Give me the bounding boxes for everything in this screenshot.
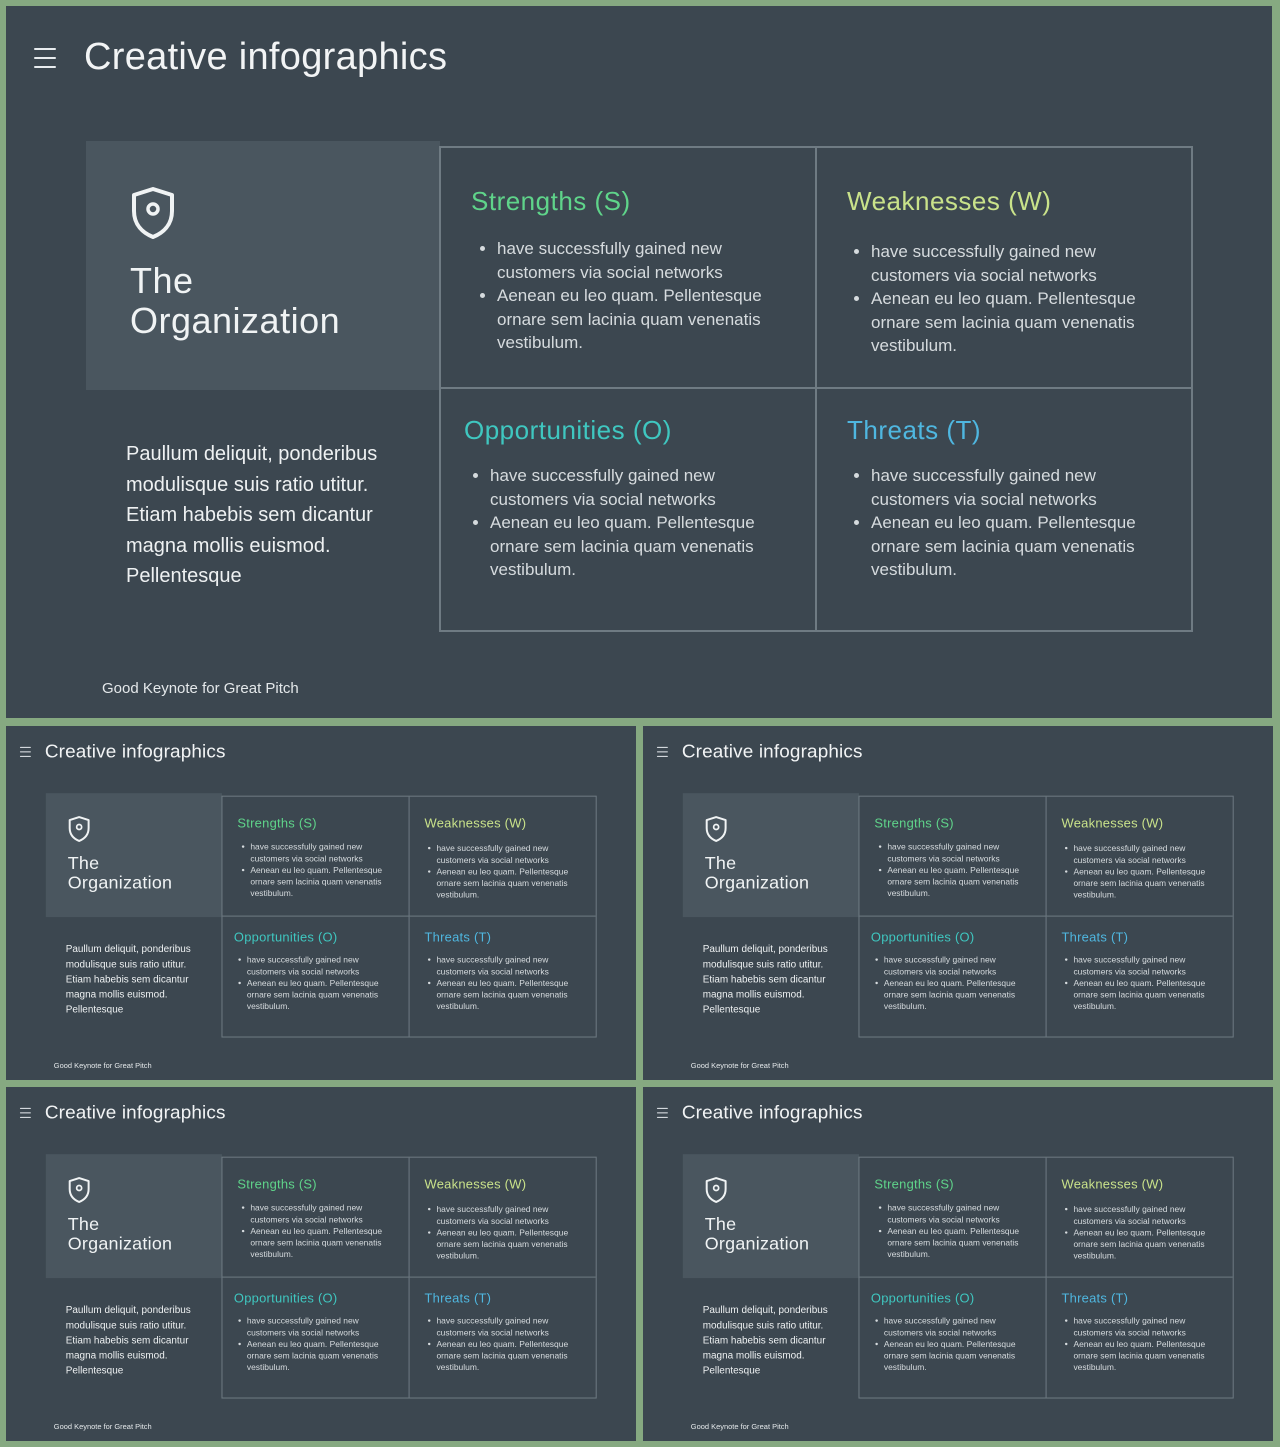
organization-box bbox=[683, 793, 859, 917]
organization-description: Paullum deliquit, ponderibus modulisque suis ratio utitur. Etiam habebis sem dicantur magna mollis euismod. Pellentesque bbox=[702, 1304, 828, 1377]
list-item: • Aenean eu leo quam. Pellentesque ornare sem lacinia quam venenatis vestibulum. bbox=[887, 1225, 1036, 1260]
footer-text: Good Keynote for Great Pitch bbox=[690, 1422, 789, 1431]
menu-icon[interactable] bbox=[20, 1108, 31, 1119]
slide-main[interactable] bbox=[6, 6, 1272, 718]
organization-description: Paullum deliquit, ponderibus modulisque suis ratio utitur. Etiam habebis sem dicantur magna mollis euismod. Pellentesque bbox=[702, 943, 828, 1016]
list-item: • have successfully gained new customers via social networks bbox=[436, 1315, 585, 1338]
list-item: • Aenean eu leo quam. Pellentesque ornare sem lacinia quam venenatis vestibulum. bbox=[871, 511, 1171, 582]
organization-box bbox=[46, 1154, 222, 1278]
organization-description: Paullum deliquit, ponderibus modulisque suis ratio utitur. Etiam habebis sem dicantur magna mollis euismod. Pellentesque bbox=[65, 1304, 191, 1377]
opportunities-heading: Opportunities (O) bbox=[870, 1290, 975, 1306]
menu-icon[interactable] bbox=[34, 48, 56, 70]
list-item: • have successfully gained new customers via social networks bbox=[490, 464, 790, 511]
menu-icon[interactable] bbox=[657, 747, 668, 758]
list-item: • have successfully gained new customers via social networks bbox=[436, 842, 585, 865]
footer-text: Good Keynote for Great Pitch bbox=[53, 1422, 152, 1431]
strengths-list bbox=[875, 1202, 1036, 1260]
menu-icon[interactable] bbox=[657, 1108, 668, 1119]
list-item: • have successfully gained new customers via social networks bbox=[247, 954, 396, 977]
list-item: • have successfully gained new customers via social networks bbox=[1073, 1315, 1222, 1338]
organization-title: The Organization bbox=[704, 852, 810, 893]
slide-thumbnail[interactable] bbox=[643, 726, 1273, 1080]
weaknesses-list bbox=[425, 842, 586, 900]
weaknesses-list bbox=[1062, 1203, 1223, 1261]
organization-description: Paullum deliquit, ponderibus modulisque suis ratio utitur. Etiam habebis sem dicantur magna mollis euismod. Pellentesque bbox=[126, 443, 378, 587]
list-item: • Aenean eu leo quam. Pellentesque ornare sem lacinia quam venenatis vestibulum. bbox=[497, 284, 797, 355]
organization-title: The Organization bbox=[67, 852, 173, 893]
swot-cell-weaknesses bbox=[410, 797, 596, 917]
swot-cell-threats bbox=[410, 1278, 596, 1398]
swot-cell-strengths bbox=[222, 1158, 409, 1278]
swot-cell-weaknesses bbox=[817, 148, 1191, 389]
opportunities-list bbox=[872, 1315, 1033, 1373]
list-item: • Aenean eu leo quam. Pellentesque ornare sem lacinia quam venenatis vestibulum. bbox=[436, 1227, 585, 1262]
organization-box bbox=[86, 141, 440, 390]
swot-cell-strengths bbox=[859, 797, 1046, 917]
threats-heading: Threats (T) bbox=[424, 929, 492, 945]
list-item: • have successfully gained new customers via social networks bbox=[247, 1315, 396, 1338]
swot-cell-threats bbox=[1047, 917, 1233, 1037]
organization-box bbox=[46, 793, 222, 917]
opportunities-heading: Opportunities (O) bbox=[233, 929, 338, 945]
swot-grid bbox=[221, 1157, 596, 1399]
threats-heading: Threats (T) bbox=[847, 415, 982, 445]
swot-cell-weaknesses bbox=[1047, 797, 1233, 917]
list-item: • Aenean eu leo quam. Pellentesque ornare sem lacinia quam venenatis vestibulum. bbox=[1073, 977, 1222, 1012]
swot-cell-strengths bbox=[859, 1158, 1046, 1278]
slide-title: Creative infographics bbox=[44, 740, 226, 762]
swot-cell-weaknesses bbox=[410, 1158, 596, 1278]
list-item: • Aenean eu leo quam. Pellentesque ornare sem lacinia quam venenatis vestibulum. bbox=[436, 977, 585, 1012]
swot-cell-opportunities bbox=[222, 1278, 409, 1398]
opportunities-heading: Opportunities (O) bbox=[233, 1290, 338, 1306]
weaknesses-heading: Weaknesses (W) bbox=[424, 815, 527, 831]
shield-icon bbox=[704, 815, 729, 843]
footer-text: Good Keynote for Great Pitch bbox=[690, 1061, 789, 1070]
strengths-heading: Strengths (S) bbox=[237, 815, 317, 831]
swot-grid bbox=[439, 146, 1193, 632]
opportunities-list bbox=[466, 464, 790, 582]
list-item: • Aenean eu leo quam. Pellentesque ornare sem lacinia quam venenatis vestibulum. bbox=[247, 977, 396, 1012]
list-item: • have successfully gained new customers via social networks bbox=[436, 1203, 585, 1226]
organization-title: The Organization bbox=[130, 260, 341, 341]
weaknesses-list bbox=[847, 240, 1171, 358]
slide-thumbnail[interactable] bbox=[6, 1087, 636, 1441]
list-item: • have successfully gained new customers via social networks bbox=[884, 1315, 1033, 1338]
list-item: • Aenean eu leo quam. Pellentesque ornare sem lacinia quam venenatis vestibulum. bbox=[250, 864, 399, 899]
weaknesses-list bbox=[425, 1203, 586, 1261]
opportunities-list bbox=[235, 954, 396, 1012]
shield-icon bbox=[67, 815, 92, 843]
strengths-heading: Strengths (S) bbox=[874, 815, 954, 831]
strengths-heading: Strengths (S) bbox=[237, 1176, 317, 1192]
list-item: • Aenean eu leo quam. Pellentesque ornare sem lacinia quam venenatis vestibulum. bbox=[1073, 866, 1222, 901]
shield-icon bbox=[128, 185, 178, 241]
threats-list bbox=[1062, 1315, 1223, 1373]
organization-title: The Organization bbox=[704, 1213, 810, 1254]
slide-thumbnail[interactable] bbox=[6, 726, 636, 1080]
slide-title: Creative infographics bbox=[681, 740, 863, 762]
swot-cell-opportunities bbox=[859, 1278, 1046, 1398]
organization-title: The Organization bbox=[67, 1213, 173, 1254]
list-item: • Aenean eu leo quam. Pellentesque ornare sem lacinia quam venenatis vestibulum. bbox=[884, 977, 1033, 1012]
list-item: • Aenean eu leo quam. Pellentesque ornare sem lacinia quam venenatis vestibulum. bbox=[887, 864, 1036, 899]
list-item: • Aenean eu leo quam. Pellentesque ornare sem lacinia quam venenatis vestibulum. bbox=[250, 1225, 399, 1260]
swot-cell-strengths bbox=[222, 797, 409, 917]
list-item: • Aenean eu leo quam. Pellentesque ornare sem lacinia quam venenatis vestibulum. bbox=[436, 866, 585, 901]
list-item: • Aenean eu leo quam. Pellentesque ornare sem lacinia quam venenatis vestibulum. bbox=[871, 287, 1171, 358]
swot-grid bbox=[221, 796, 596, 1038]
weaknesses-list bbox=[1062, 842, 1223, 900]
list-item: • have successfully gained new customers via social networks bbox=[250, 1202, 399, 1225]
weaknesses-heading: Weaknesses (W) bbox=[424, 1176, 527, 1192]
footer-text: Good Keynote for Great Pitch bbox=[53, 1061, 152, 1070]
threats-heading: Threats (T) bbox=[424, 1290, 492, 1306]
opportunities-heading: Opportunities (O) bbox=[464, 415, 672, 445]
swot-grid bbox=[858, 796, 1233, 1038]
list-item: • have successfully gained new customers via social networks bbox=[871, 240, 1171, 287]
list-item: • Aenean eu leo quam. Pellentesque ornare sem lacinia quam venenatis vestibulum. bbox=[1073, 1338, 1222, 1373]
organization-description: Paullum deliquit, ponderibus modulisque suis ratio utitur. Etiam habebis sem dicantur magna mollis euismod. Pellentesque bbox=[65, 943, 191, 1016]
list-item: • have successfully gained new customers via social networks bbox=[497, 237, 797, 284]
weaknesses-heading: Weaknesses (W) bbox=[847, 186, 1052, 216]
opportunities-heading: Opportunities (O) bbox=[870, 929, 975, 945]
opportunities-list bbox=[235, 1315, 396, 1373]
list-item: • Aenean eu leo quam. Pellentesque ornare sem lacinia quam venenatis vestibulum. bbox=[490, 511, 790, 582]
swot-grid bbox=[858, 1157, 1233, 1399]
swot-cell-strengths bbox=[441, 148, 817, 389]
list-item: • have successfully gained new customers via social networks bbox=[250, 841, 399, 864]
threats-list bbox=[1062, 954, 1223, 1012]
strengths-list bbox=[238, 1202, 399, 1260]
strengths-list bbox=[473, 237, 797, 355]
swot-cell-weaknesses bbox=[1047, 1158, 1233, 1278]
swot-cell-threats bbox=[410, 917, 596, 1037]
strengths-list bbox=[875, 841, 1036, 899]
shield-icon bbox=[67, 1176, 92, 1204]
swot-cell-opportunities bbox=[222, 917, 409, 1037]
organization-box bbox=[683, 1154, 859, 1278]
list-item: • Aenean eu leo quam. Pellentesque ornare sem lacinia quam venenatis vestibulum. bbox=[247, 1338, 396, 1373]
list-item: • have successfully gained new customers via social networks bbox=[871, 464, 1171, 511]
threats-list bbox=[847, 464, 1171, 582]
swot-cell-opportunities bbox=[441, 389, 817, 630]
list-item: • have successfully gained new customers via social networks bbox=[884, 954, 1033, 977]
list-item: • have successfully gained new customers via social networks bbox=[1073, 954, 1222, 977]
strengths-heading: Strengths (S) bbox=[874, 1176, 954, 1192]
weaknesses-heading: Weaknesses (W) bbox=[1061, 1176, 1164, 1192]
shield-icon bbox=[704, 1176, 729, 1204]
footer-text: Good Keynote for Great Pitch bbox=[102, 680, 299, 697]
slide-thumbnail[interactable] bbox=[643, 1087, 1273, 1441]
strengths-list bbox=[238, 841, 399, 899]
swot-cell-threats bbox=[1047, 1278, 1233, 1398]
list-item: • have successfully gained new customers via social networks bbox=[1073, 1203, 1222, 1226]
list-item: • have successfully gained new customers via social networks bbox=[887, 1202, 1036, 1225]
threats-list bbox=[425, 954, 586, 1012]
list-item: • Aenean eu leo quam. Pellentesque ornare sem lacinia quam venenatis vestibulum. bbox=[1073, 1227, 1222, 1262]
menu-icon[interactable] bbox=[20, 747, 31, 758]
list-item: • Aenean eu leo quam. Pellentesque ornare sem lacinia quam venenatis vestibulum. bbox=[884, 1338, 1033, 1373]
slide-title: Creative infographics bbox=[681, 1101, 863, 1123]
list-item: • have successfully gained new customers via social networks bbox=[436, 954, 585, 977]
swot-cell-opportunities bbox=[859, 917, 1046, 1037]
slide-title: Creative infographics bbox=[44, 1101, 226, 1123]
threats-list bbox=[425, 1315, 586, 1373]
weaknesses-heading: Weaknesses (W) bbox=[1061, 815, 1164, 831]
list-item: • have successfully gained new customers via social networks bbox=[1073, 842, 1222, 865]
threats-heading: Threats (T) bbox=[1061, 929, 1129, 945]
opportunities-list bbox=[872, 954, 1033, 1012]
strengths-heading: Strengths (S) bbox=[471, 186, 631, 216]
threats-heading: Threats (T) bbox=[1061, 1290, 1129, 1306]
list-item: • have successfully gained new customers via social networks bbox=[887, 841, 1036, 864]
swot-cell-threats bbox=[817, 389, 1191, 630]
slide-title: Creative infographics bbox=[84, 36, 448, 78]
list-item: • Aenean eu leo quam. Pellentesque ornare sem lacinia quam venenatis vestibulum. bbox=[436, 1338, 585, 1373]
